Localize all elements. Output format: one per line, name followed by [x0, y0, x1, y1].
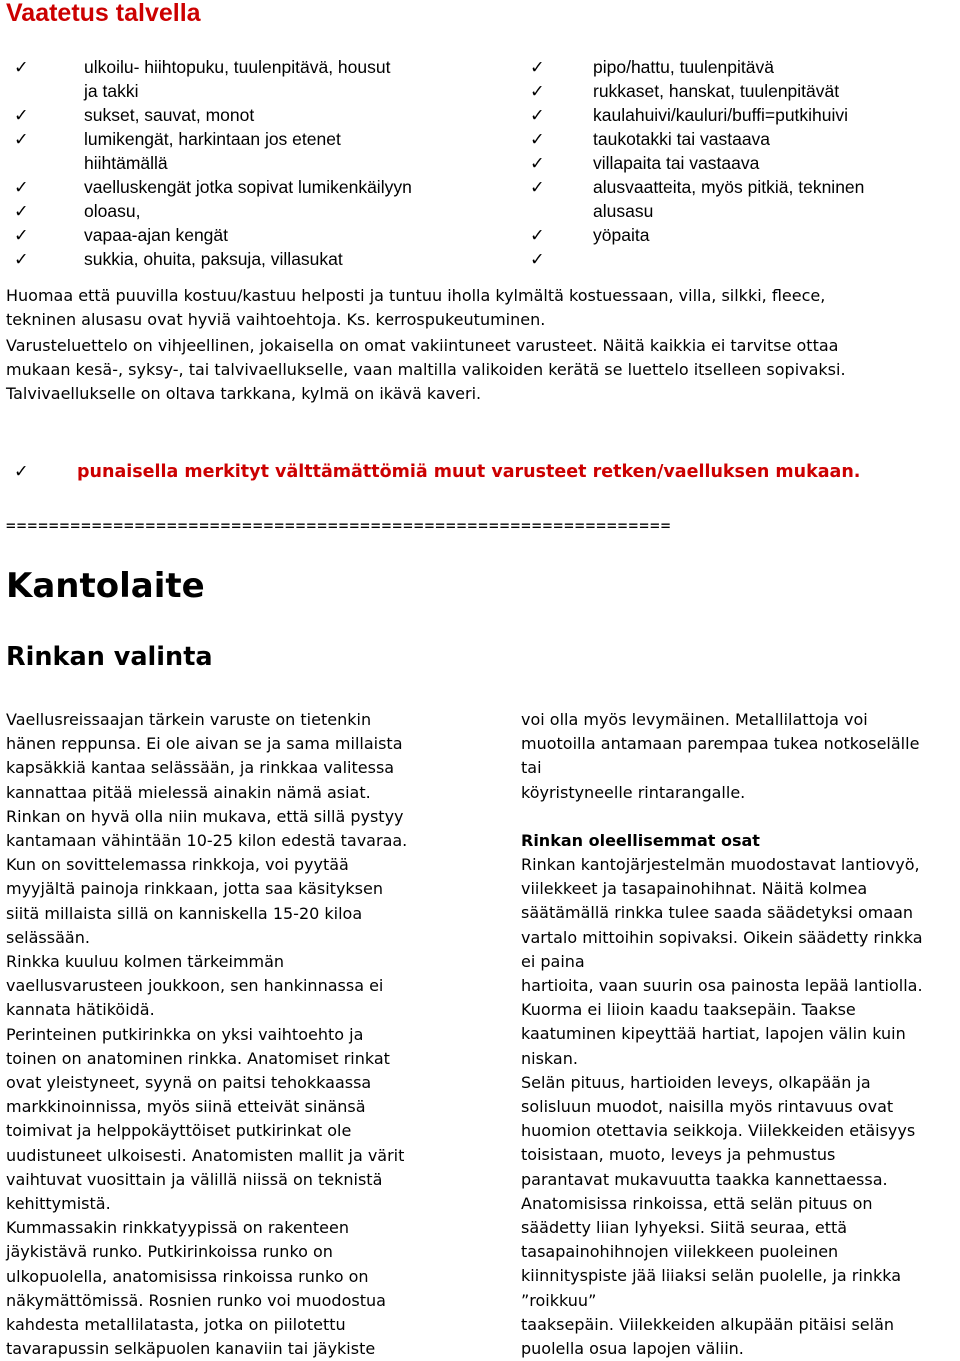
check-icon: ✓ — [14, 105, 29, 125]
red-items-note — [14, 459, 860, 484]
text-line: säädetty liian lyhyeksi. Siitä seuraa, että — [521, 1218, 848, 1238]
list-item — [14, 103, 464, 127]
list-item — [14, 247, 464, 271]
list-item — [14, 175, 464, 199]
list-item-text: vaelluskengät jotka sopivat lumikenkäilyyn — [84, 177, 412, 197]
text-line: niskan. — [521, 1048, 578, 1068]
check-icon: ✓ — [14, 201, 29, 221]
column-paragraph — [521, 853, 960, 1361]
check-icon: ✓ — [530, 129, 545, 149]
text-line: siitä millaista sillä on kanniskella 15-20 kiloa — [6, 903, 363, 923]
text-line: toimivat ja helppokäyttöiset putkirinkat ole — [6, 1121, 352, 1141]
list-item-text: taukotakki tai vastaava — [593, 129, 771, 149]
text-line: markkinoinnissa, myös siinä etteivät sinänsä — [6, 1097, 366, 1117]
text-line: voi olla myös levymäinen. Metallilattoja voi — [521, 710, 868, 729]
list-item — [530, 199, 960, 223]
text-line: kannattaa pitää mielessä ainakin nämä asiat. — [6, 782, 371, 802]
text-line: hänen reppunsa. Ei ole aivan se ja sama millaista — [6, 734, 403, 754]
list-item-text: alusvaatteita, myös pitkiä, tekninen — [593, 177, 865, 197]
list-item — [14, 127, 464, 151]
equipment-note — [6, 334, 956, 406]
note-line: mukaan kesä-, syksy-, tai talvivaellukselle, vaan maltilla valikoiden kerätä se luettelo itselleen sopivaksi. — [6, 360, 846, 379]
list-item — [14, 151, 464, 175]
list-item — [530, 55, 960, 79]
list-item-text: villapaita tai vastaava — [593, 153, 760, 173]
text-line: muotoilla antamaan parempaa tukea notkoselälle — [521, 734, 920, 754]
text-line: Vaellusreissaajan tärkein varuste on tietenkin — [6, 710, 372, 729]
text-line: taaksepäin. Viilekkeiden alkupään pitäisi selän — [521, 1314, 895, 1334]
text-line: solisluun muodot, naisilla myös rintavuus ovat — [521, 1097, 894, 1117]
list-item-text: alusasu — [593, 201, 654, 221]
winter-clothing-list-left — [14, 55, 464, 271]
text-column-right — [521, 708, 960, 1361]
text-line: köyristyneelle rintarangalle. — [521, 782, 746, 802]
text-line: kehittymistä. — [6, 1194, 111, 1214]
list-item-text: lumikengät, harkintaan jos etenet — [84, 129, 341, 149]
text-line: säätämällä rinkka tulee saada säädetyksi omaan — [521, 903, 914, 923]
text-line: Selän pituus, hartioiden leveys, olkapään ja — [521, 1072, 871, 1092]
list-item — [530, 127, 960, 151]
text-line: Anatomisissa rinkoissa, että selän pituus on — [521, 1193, 873, 1213]
list-item-text: ulkoilu- hiihtopuku, tuulenpitävä, housut — [84, 57, 391, 77]
check-icon: ✓ — [530, 57, 545, 77]
column-paragraph — [521, 708, 960, 805]
list-item-text: sukset, sauvat, monot — [84, 105, 255, 125]
list-item — [14, 55, 464, 79]
text-line: uudistuneet ulkoisesti. Anatomisten mallit ja värit — [6, 1145, 405, 1165]
check-icon: ✓ — [530, 105, 545, 125]
list-item — [14, 199, 464, 223]
winter-clothing-list-right — [530, 55, 960, 269]
page-title: Vaatetus talvella — [6, 0, 201, 27]
text-line: selässään. — [6, 927, 90, 947]
check-icon: ✓ — [530, 81, 545, 101]
list-item-text: sukkia, ohuita, paksuja, villasukat — [84, 249, 343, 269]
list-item — [530, 79, 960, 103]
note-line: tekninen alusasu ovat hyviä vaihtoehtoja. Ks. kerrospukeutuminen. — [6, 310, 546, 329]
cotton-note — [6, 284, 956, 332]
text-line: tai — [521, 758, 542, 778]
separator-line: ============================================================== — [6, 516, 672, 535]
text-line: vaellusvarusteen joukkoon, sen hankinnassa ei — [6, 976, 384, 996]
note-line: Talvivaellukselle on oltava tarkkana, kylmä on ikävä kaveri. — [6, 384, 482, 403]
check-icon: ✓ — [530, 225, 545, 245]
text-line: ulkopuolella, anatomisissa rinkoissa runko on — [6, 1266, 369, 1286]
check-icon: ✓ — [14, 461, 29, 481]
subsection-heading: Rinkan valinta — [6, 642, 213, 672]
check-icon: ✓ — [14, 57, 29, 77]
text-line: Kun on sovittelemassa rinkkoja, voi pyytää — [6, 855, 349, 875]
text-line: kahdesta metallilatasta, jotka on piilotettu — [6, 1315, 346, 1335]
list-item-text: hiihtämällä — [84, 153, 168, 173]
text-line: parantavat mukavuutta taakka kannettaessa. — [521, 1169, 888, 1189]
note-line: Varusteluettelo on vihjeellinen, jokaisella on omat vakiintuneet varusteet. Näitä kaikkia ei tarvitse ottaa — [6, 336, 839, 355]
text-line: Kummassakin rinkkatyypissä on rakenteen — [6, 1218, 349, 1238]
text-line: ei paina — [521, 951, 585, 971]
list-item-text: yöpaita — [593, 225, 650, 245]
text-line: Kuorma ei liioin kaadu taaksepäin. Taakse — [521, 1000, 856, 1020]
list-item — [530, 103, 960, 127]
text-line: toisistaan, muoto, leveys ja pehmustus — [521, 1145, 836, 1165]
text-line: kannata hätiköidä. — [6, 1000, 155, 1020]
text-line: Rinkan on hyvä olla niin mukava, että sillä pystyy — [6, 806, 404, 826]
text-line: Rinkka kuuluu kolmen tärkeimmän — [6, 952, 285, 972]
list-item-text: ja takki — [84, 81, 139, 101]
text-line: ovat yleistyneet, syynä on paitsi tehokkaassa — [6, 1073, 372, 1093]
text-line: kaatuminen kipeyttää hartiat, lapojen välin kuin — [521, 1024, 906, 1044]
list-item — [14, 79, 464, 103]
list-item — [530, 223, 960, 247]
text-line: puolella osua lapojen väliin. — [521, 1339, 744, 1359]
text-line: kapsäkkiä kantaa selässään, ja rinkkaa valitessa — [6, 758, 395, 778]
list-item — [14, 223, 464, 247]
text-line: näkymättömissä. Rosnien runko voi muodostua — [6, 1290, 386, 1310]
list-item — [530, 175, 960, 199]
check-icon: ✓ — [14, 249, 29, 269]
note-line: Huomaa että puuvilla kostuu/kastuu helposti ja tuntuu iholla kylmältä kostuessaan, villa, silkki, fleece, — [6, 286, 826, 305]
check-icon: ✓ — [530, 249, 545, 269]
red-note-text: punaisella merkityt välttämättömiä muut varusteet retken/vaelluksen mukaan. — [77, 462, 861, 482]
check-icon: ✓ — [14, 225, 29, 245]
text-line: toinen on anatominen rinkka. Anatomiset rinkat — [6, 1048, 390, 1068]
list-item-text: vapaa-ajan kengät — [84, 225, 228, 245]
check-icon: ✓ — [530, 177, 545, 197]
text-line: vaihtuvat vuosittain ja välillä niissä on teknistä — [6, 1169, 383, 1189]
check-icon: ✓ — [14, 177, 29, 197]
text-line: huomion otettavia seikkoja. Viilekkeiden etäisyys — [521, 1121, 916, 1141]
list-item-text: oloasu, — [84, 201, 141, 221]
list-item-text: pipo/hattu, tuulenpitävä — [593, 57, 774, 77]
check-icon: ✓ — [530, 153, 545, 173]
text-line: kiinnityspiste jää liiaksi selän puolelle, ja rinkka — [521, 1266, 902, 1286]
text-line: hartioita, vaan suurin osa painosta lepää lantiolla. — [521, 976, 923, 996]
text-line: viilekkeet ja tasapainohihnat. Näitä kolmea — [521, 879, 868, 899]
text-line: kantamaan vähintään 10-25 kilon edestä tavaraa. — [6, 831, 408, 851]
text-line: tasapainohihnojen viilekkeen puoleinen — [521, 1242, 839, 1262]
text-line: ”roikkuu” — [521, 1290, 597, 1310]
text-line: vartalo mittoihin sopivaksi. Oikein säädetty rinkka — [521, 927, 923, 947]
text-line: Perinteinen putkirinkka on yksi vaihtoehto ja — [6, 1024, 364, 1044]
list-item-text: rukkaset, hanskat, tuulenpitävät — [593, 81, 840, 101]
list-item — [530, 151, 960, 175]
section-heading: Kantolaite — [6, 566, 205, 606]
text-line: myyjältä painoja rinkkaan, jotta saa käsityksen — [6, 879, 383, 899]
column-subheading: Rinkan oleellisemmat osat — [521, 830, 760, 850]
text-line: tavarapussin selkäpuolen kanaviin tai jäykiste — [6, 1339, 376, 1359]
text-line: Rinkan kantojärjestelmän muodostavat lantiovyö, — [521, 855, 920, 875]
text-line: jäykistävä runko. Putkirinkoissa runko on — [6, 1242, 333, 1262]
check-icon: ✓ — [14, 129, 29, 149]
list-item-text: kaulahuivi/kauluri/buffi=putkihuivi — [593, 105, 849, 125]
text-column-left — [6, 708, 466, 1361]
